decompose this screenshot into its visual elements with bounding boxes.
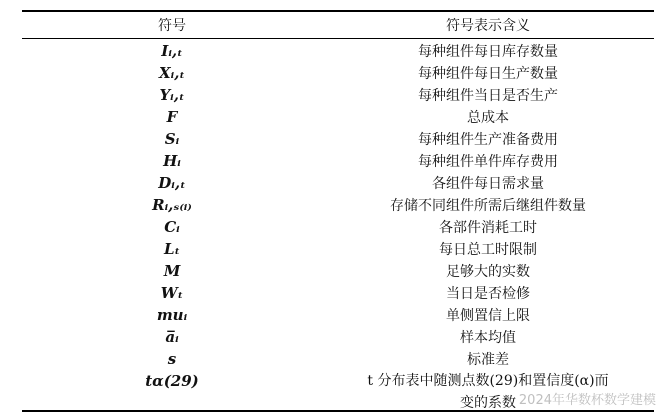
meaning-cell: 每日总工时限制 — [439, 242, 537, 258]
symbol-cell: Wₜ — [160, 284, 184, 302]
meaning-cell: 当日是否检修 — [446, 286, 530, 302]
symbol-cell: Yᵢ,ₜ — [159, 86, 185, 104]
symbol-cell: Hᵢ — [163, 152, 181, 170]
table-row — [22, 304, 654, 326]
table-row — [22, 40, 654, 62]
meaning-cell: 单侧置信上限 — [446, 308, 530, 324]
meaning-cell: 各部件消耗工时 — [439, 220, 537, 236]
meaning-cell: 存储不同组件所需后继组件数量 — [390, 198, 586, 214]
table-row — [22, 84, 654, 106]
table-body — [22, 40, 654, 414]
symbol-cell: Dᵢ,ₜ — [158, 174, 186, 192]
table-row — [22, 348, 654, 370]
symbol-cell: M — [163, 262, 181, 280]
meaning-cell: 每种组件每日库存数量 — [418, 44, 558, 60]
table-top-rule — [22, 10, 654, 12]
table-row — [22, 106, 654, 128]
meaning-line: t 分布表中随测点数(29)和置信度(α)而 — [367, 373, 609, 389]
symbol-cell: Sᵢ — [164, 130, 180, 148]
symbol-cell: muᵢ — [156, 306, 188, 324]
meaning-cell: 总成本 — [467, 110, 509, 126]
table-row — [22, 150, 654, 172]
table-header-rule — [22, 38, 654, 39]
table-row — [22, 128, 654, 150]
table-row — [22, 194, 654, 216]
header-meaning: 符号表示含义 — [446, 18, 530, 34]
meaning-line: 变的系数 — [460, 395, 516, 411]
meaning-cell: 每种组件当日是否生产 — [418, 88, 558, 104]
meaning-cell: 每种组件单件库存费用 — [418, 154, 558, 170]
symbol-cell: tα(29) — [145, 372, 199, 390]
meaning-cell: 足够大的实数 — [446, 264, 530, 280]
table-row — [22, 172, 654, 194]
watermark-text: 2024年华数杯数学建模 — [518, 393, 656, 408]
table-row — [22, 62, 654, 84]
table-header — [22, 13, 654, 37]
meaning-cell: 每种组件生产准备费用 — [418, 132, 558, 148]
table-row — [22, 216, 654, 238]
meaning-cell: 样本均值 — [460, 330, 516, 346]
header-symbol: 符号 — [158, 18, 186, 34]
symbol-cell: Xᵢ,ₜ — [158, 64, 185, 82]
table-row — [22, 238, 654, 260]
symbol-cell: Lₜ — [163, 240, 181, 258]
table-row — [22, 260, 654, 282]
symbol-cell: a̅ᵢ — [165, 328, 179, 346]
meaning-cell: 各组件每日需求量 — [432, 176, 544, 192]
meaning-cell: 标准差 — [467, 352, 509, 368]
symbol-cell: s — [167, 350, 177, 368]
table-bottom-rule — [22, 410, 654, 412]
symbol-cell: Cᵢ — [164, 218, 180, 236]
symbol-cell: F — [166, 108, 178, 126]
symbol-cell: Rᵢ,ₛ₍ᵢ₎ — [152, 196, 192, 214]
table-row — [22, 282, 654, 304]
meaning-cell: 每种组件每日生产数量 — [418, 66, 558, 82]
table-row — [22, 326, 654, 348]
symbol-cell: Iᵢ,ₜ — [161, 42, 183, 60]
